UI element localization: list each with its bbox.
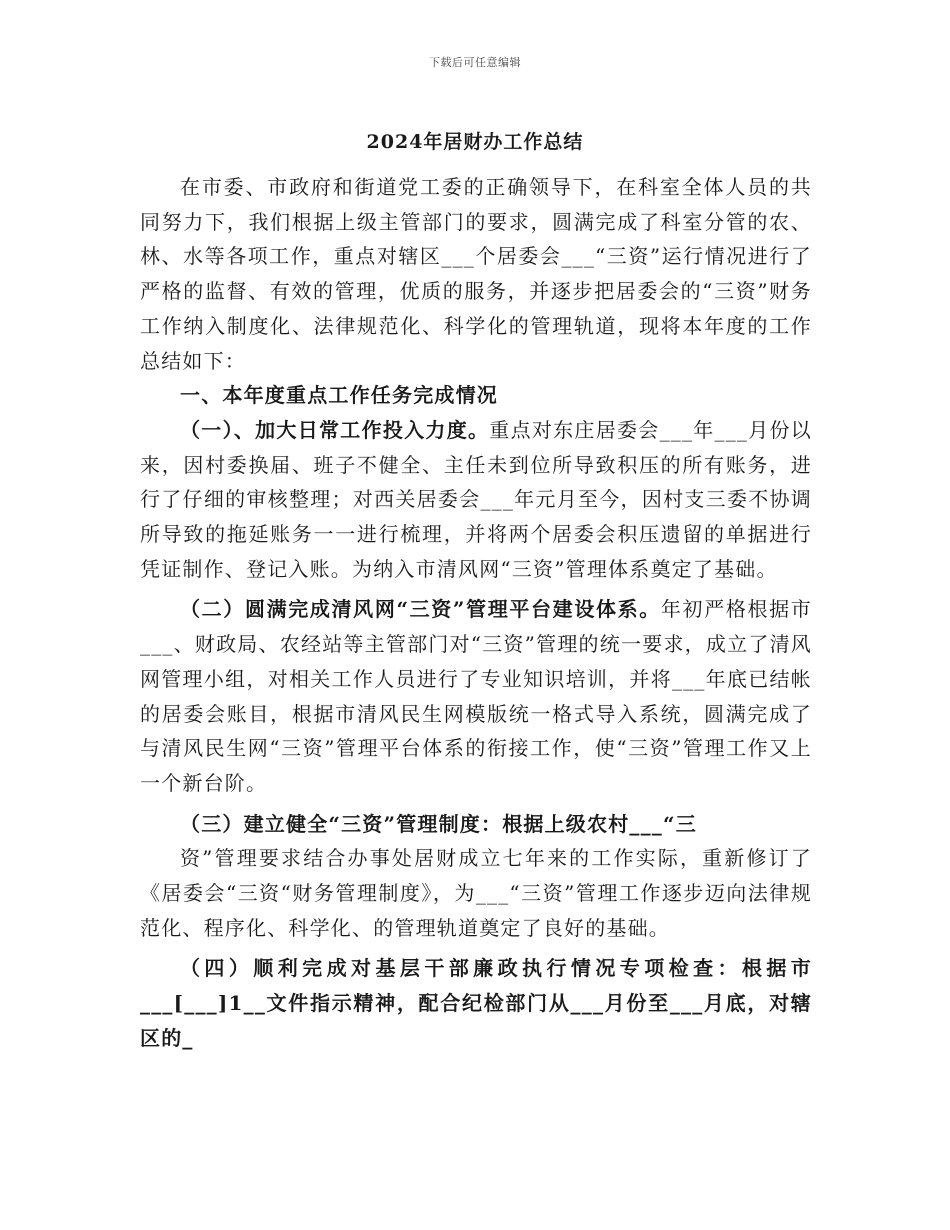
section-heading: 一、本年度重点工作任务完成情况 xyxy=(180,383,498,408)
document-title: 2024年居财办工作总结 xyxy=(366,131,584,153)
item-3-lead: （三）建立健全“三资”管理制度：根据上级农村___“三 xyxy=(180,811,697,836)
item-1-paragraph xyxy=(140,413,812,587)
item-1-lead: （一）、加大日常工作投入力度。 xyxy=(180,417,490,442)
intro-paragraph: 在市委、市政府和街道党工委的正确领导下，在科室全体人员的共同努力下，我们根据上级主管部门的要求，圆满完成了科室分管的农、林、水等各项工作，重点对辖区___个居委会___“三资”运行情况进行了严格的监督、有效的管理，优质的服务，并逐步把居委会的“三资”财务工作纳入制度化、法律规范化、科学化的管理轨道，现将本年度的工作总结如下： xyxy=(140,175,812,373)
page-header-note: 下载后可任意编辑 xyxy=(429,56,521,69)
item-2-paragraph xyxy=(140,592,812,800)
item-3-text: 资”管理要求结合办事处居财成立七年来的工作实际，重新修订了《居委会“三资“财务管理制度》，为___“三资”管理工作逐步迈向法律规范化、程序化、科学化、的管理轨道奠定了良好的基础。 xyxy=(140,846,812,940)
item-2-lead: （二）圆满完成清风网“三资”管理平台建设体系。 xyxy=(180,597,661,622)
document-body xyxy=(140,170,812,1056)
item-1-text: 重点对东庄居委会___年___月份以来，因村委换届、班子不健全、主任未到位所导致积压的所有账务，进行了仔细的审核整理；对西关居委会___年元月至今，因村支三委不协调所导致的拖延账务一一进行梳理，并将两个居委会积压遗留的单据进行凭证制作、登记入账。为纳入市清风网“三资”管理体系奠定了基础。 xyxy=(140,417,812,581)
item-2-text: 年初严格根据市___、财政局、农经站等主管部门对“三资”管理的统一要求，成立了清风网管理小组，对相关工作人员进行了专业知识培训，并将___年底已结帐的居委会账目，根据市清风民生网模版统一格式导入系统，圆满完成了与清风民生网“三资”管理平台体系的衔接工作，使“三资”管理工作又上一个新台阶。 xyxy=(140,597,812,795)
item-4-lead: （四）顺利完成对基层干部廉政执行情况专项检查：根据市___[___]1__文件指示精神，配合纪检部门从___月份至___月底，对辖区的_ xyxy=(140,956,812,1050)
